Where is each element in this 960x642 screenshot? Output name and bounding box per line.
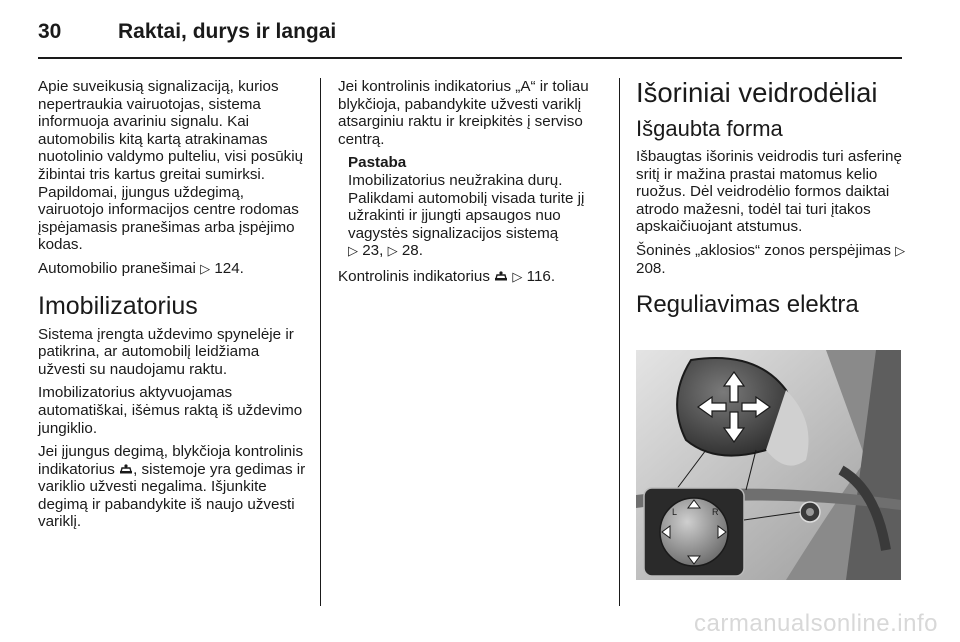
watermark: carmanualsonline.info [694, 610, 938, 637]
mirror-adjust-figure [636, 350, 901, 580]
page-reference-icon: ▷ [512, 268, 523, 284]
vehicle-messages-ref: Automobilio pranešimai ▷ 124. [38, 259, 244, 277]
column-2 [338, 78, 606, 292]
section-heading-electric: Reguliavimas elektra [636, 291, 859, 319]
immobilizer-paragraph-2: Imobilizatorius aktyvuojamas automatiškai, išėmus raktą iš uždevimo jungiklio. [38, 384, 303, 437]
page-link[interactable]: 23, [362, 242, 384, 260]
subheading-convex: Išgaubta forma [636, 116, 783, 141]
column-3 [636, 78, 906, 325]
chapter-title: Raktai, durys ir langai [118, 20, 337, 43]
section-heading-immobilizer: Imobilizatorius [38, 291, 198, 320]
immobilizer-paragraph-1: Sistema įrengta uždevimo spynelėje ir patikrina, ar automobilį leidžiama užvesti su naudojamu raktu. [38, 325, 294, 378]
car-key-warning-icon [494, 271, 508, 282]
column-divider-2 [619, 78, 620, 606]
spare-key-paragraph: Jei kontrolinis indikatorius „A“ ir toliau blykčioja, pabandykite užvesti variklį atsarginiu raktu ir kreipkitės į serviso centrą. [338, 78, 589, 148]
page-number: 30 [38, 20, 62, 43]
page-reference-icon: ▷ [895, 242, 906, 258]
blind-spot-ref: Šoninės „aklosios“ zonos perspėjimas ▷ 208. [636, 241, 906, 277]
alarm-paragraph: Apie suveikusią signalizaciją, kurios nepertraukia vairuotojas, sistema informuoja avariniu signalu. Kai automobilis kitą kartą atrakinamas nuotolinio valdymo pulteliu, visi posūkių žibintai tris kartus greitai sumirksi. Papildomai, įjungus uždegimą, vairuotojo informacijos centre rodomas įspėjamasis pranešimas arba įspėjimo kodas. [38, 78, 304, 254]
section-heading-mirrors: Išoriniai veidrodėliai [636, 77, 878, 108]
note-body: Imobilizatorius neužrakina durų. Palikdami automobilį visada turite jį užrakinti ir įjungti apsaugos nuo vagystės signalizacijos sistemą ▷ 23, ▷ 28. [348, 171, 585, 260]
car-key-warning-icon [119, 464, 133, 475]
knob-label-left: L [672, 507, 678, 517]
header-rule [38, 57, 902, 59]
indicator-ref: Kontrolinis indikatorius ▷ 116. [338, 267, 556, 285]
page-reference-icon: ▷ [348, 243, 358, 259]
note-box [338, 154, 606, 260]
column-divider-1 [320, 78, 321, 606]
page-reference-icon: ▷ [200, 260, 211, 276]
column-1 [38, 78, 306, 537]
page-link[interactable]: 116. [526, 267, 556, 285]
note-title: Pastaba [348, 154, 407, 172]
page-link[interactable]: 208. [636, 259, 666, 277]
page-link[interactable]: 28. [401, 242, 423, 260]
immobilizer-paragraph-3: Jei įjungus degimą, blykčioja kontrolinis indikatorius , sistemoje yra gedimas ir variklio užvesti negalima. Išjunkite degimą ir pabandykite iš naujo užvesti variklį. [38, 443, 306, 531]
page-link[interactable]: 124. [214, 259, 244, 277]
page-reference-icon: ▷ [387, 243, 398, 259]
page-header [38, 12, 902, 52]
knob-label-right: R [712, 507, 719, 517]
convex-paragraph: Išbaugtas išorinis veidrodis turi asferinę sritį ir mažina prastai matomus kelio ruožus. Dėl veidrodėlio formos daiktai atrodo mažesni, todėl tai turi įtakos apskaičiuojant atstumus. [636, 148, 902, 236]
